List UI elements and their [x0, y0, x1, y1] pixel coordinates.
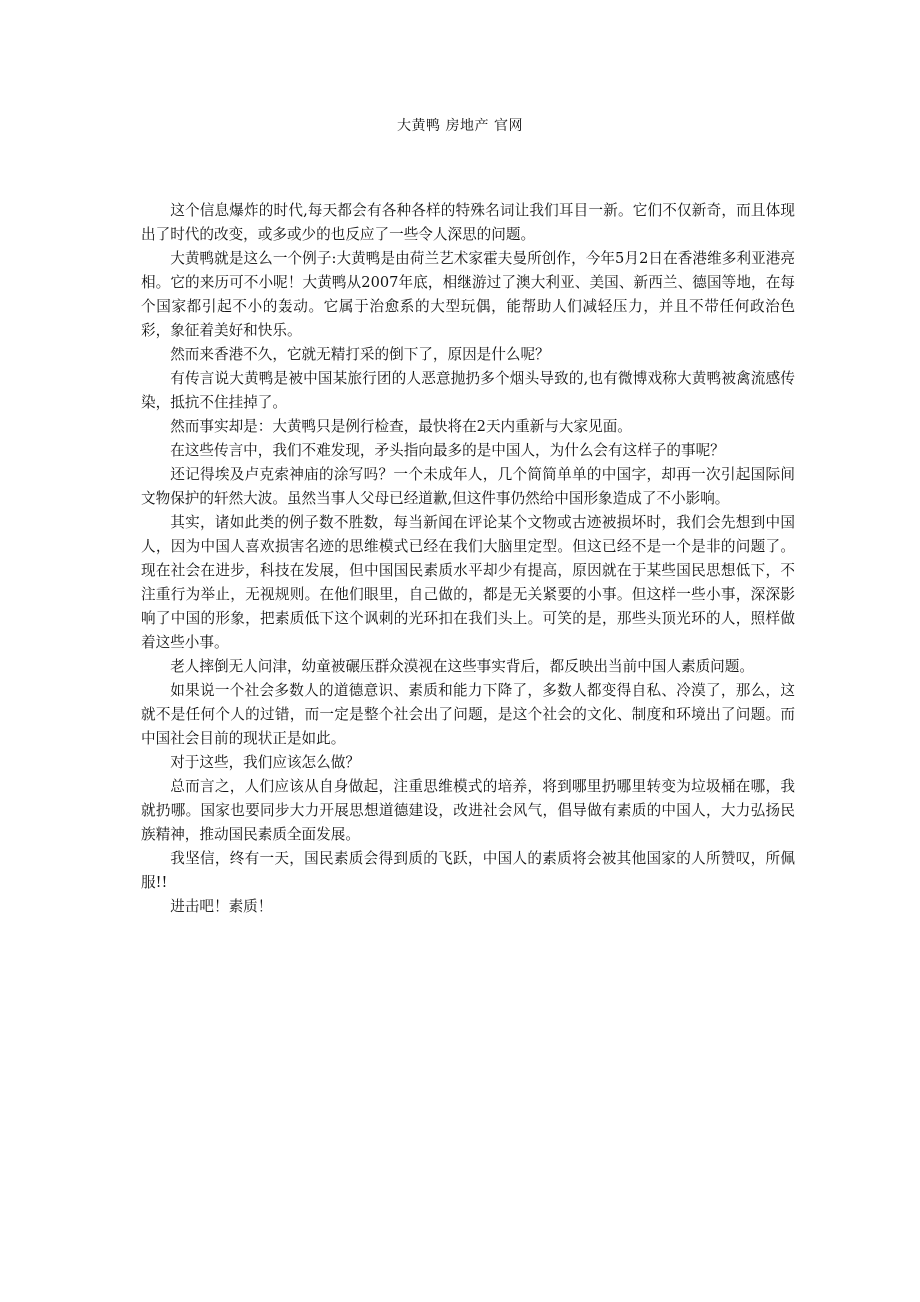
paragraph: 有传言说大黄鸭是被中国某旅行团的人恶意抛扔多个烟头导致的,也有微博戏称大黄鸭被禽流感传染，抵抗不住挂掉了。	[141, 370, 795, 411]
paragraph: 然而来香港不久，它就无精打采的倒下了，原因是什么呢？	[170, 346, 550, 363]
paragraph: 然而事实却是：大黄鸭只是例行检查，最快将在2天内重新与大家见面。	[170, 418, 632, 435]
paragraph: 大黄鸭就是这么一个例子:大黄鸭是由荷兰艺术家霍夫曼所创作，今年5月2日在香港维多利亚港亮相。它的来历可不小呢！大黄鸭从2007年底，相继游过了澳大利亚、美国、新西兰、德国等地，在每个国家都引起不小的轰动。它属于治愈系的大型玩偶，能帮助人们减轻压力，并且不带任何政治色彩，象征着美好和快乐。	[141, 250, 795, 339]
article-body	[141, 199, 795, 919]
paragraph: 对于这些，我们应该怎么做？	[170, 754, 360, 771]
paragraph: 还记得埃及卢克索神庙的涂写吗？一个未成年人，几个简简单单的中国字，却再一次引起国际间文物保护的轩然大波。虽然当事人父母已经道歉,但这件事仍然给中国形象造成了不小影响。	[141, 466, 795, 507]
paragraph: 其实，诸如此类的例子数不胜数，每当新闻在评论某个文物或古迹被损坏时，我们会先想到中国人，因为中国人喜欢损害名迹的思维模式已经在我们大脑里定型。但这已经不是一个是非的问题了。现在社会在进步，科技在发展，但中国国民素质水平却少有提高，原因就在于某些国民思想低下，不注重行为举止，无视规则。在他们眼里，自己做的，都是无关紧要的小事。但这样一些小事，深深影响了中国的形象，把素质低下这个讽刺的光环扣在我们头上。可笑的是，那些头顶光环的人，照样做着这些小事。	[141, 514, 795, 651]
paragraph: 我坚信，终有一天，国民素质会得到质的飞跃，中国人的素质将会被其他国家的人所赞叹，所佩服!!	[141, 850, 795, 891]
paragraph: 这个信息爆炸的时代,每天都会有各种各样的特殊名词让我们耳目一新。它们不仅新奇，而且体现出了时代的改变，或多或少的也反应了一些令人深思的问题。	[141, 202, 795, 243]
paragraph: 在这些传言中，我们不难发现，矛头指向最多的是中国人，为什么会有这样子的事呢？	[170, 442, 725, 459]
paragraph: 总而言之，人们应该从自身做起，注重思维模式的培养，将到哪里扔哪里转变为垃圾桶在哪，我就扔哪。国家也要同步大力开展思想道德建设，改进社会风气，倡导做有素质的中国人，大力弘扬民族精神，推动国民素质全面发展。	[141, 778, 795, 843]
paragraph: 老人摔倒无人问津，幼童被碾压群众漠视在这些事实背后，都反映出当前中国人素质问题。	[170, 658, 754, 675]
paragraph: 如果说一个社会多数人的道德意识、素质和能力下降了，多数人都变得自私、冷漠了，那么，这就不是任何个人的过错，而一定是整个社会出了问题，是这个社会的文化、制度和环境出了问题。而中国社会目前的现状正是如此。	[141, 682, 795, 747]
page-header: 大黄鸭 房地产 官网	[397, 118, 523, 134]
paragraph: 进击吧！素质！	[170, 898, 273, 915]
